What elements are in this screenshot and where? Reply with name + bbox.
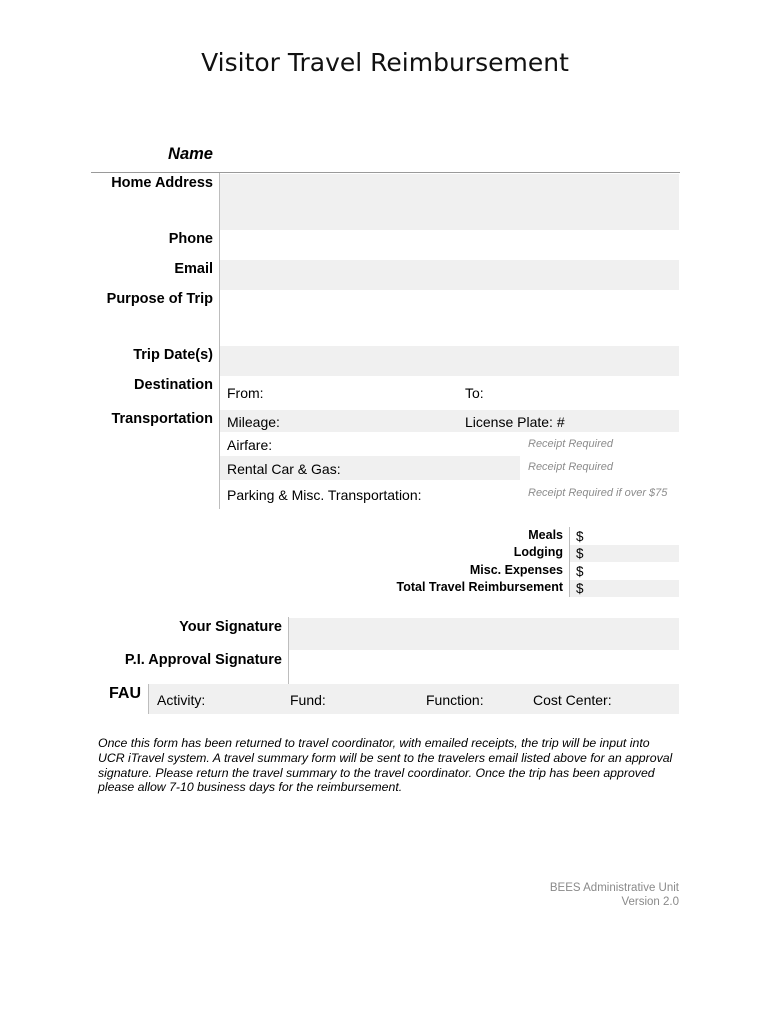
destination-to[interactable]: To:: [465, 385, 484, 401]
rental-note: Receipt Required: [528, 461, 613, 473]
misc-currency[interactable]: $: [576, 564, 584, 579]
total-field[interactable]: [570, 580, 679, 597]
your-signature-field[interactable]: [289, 618, 679, 650]
fau-cost-center[interactable]: Cost Center:: [533, 692, 612, 708]
fau-function[interactable]: Function:: [426, 692, 484, 708]
fau-fund[interactable]: Fund:: [290, 692, 326, 708]
destination-from[interactable]: From:: [227, 385, 264, 401]
pi-approval-label: P.I. Approval Signature: [124, 652, 282, 668]
fau-activity[interactable]: Activity:: [157, 692, 206, 708]
parking-label: Parking & Misc. Transportation:: [227, 487, 422, 503]
your-signature-label: Your Signature: [179, 619, 282, 635]
total-currency[interactable]: $: [576, 581, 584, 596]
trip-dates-label: Trip Date(s): [133, 347, 213, 363]
home-address-label: Home Address: [111, 175, 213, 191]
meals-label: Meals: [528, 528, 563, 542]
purpose-label: Purpose of Trip: [106, 291, 213, 307]
footer-version: Version 2.0: [621, 896, 679, 908]
instructions-paragraph: Once this form has been returned to travel coordinator, with emailed receipts, the trip will be input into UCR iTravel system. A travel summary form will be sent to the travelers email listed above for an approval signature. Please return the travel summary to the travel coordinator. Once the trip has been approved please allow 7-10 business days for the reimbursement.: [98, 736, 673, 795]
transportation-label: Transportation: [111, 411, 213, 427]
airfare-label: Airfare:: [227, 437, 273, 453]
misc-label: Misc. Expenses: [469, 563, 563, 577]
rental-label: Rental Car & Gas:: [227, 461, 341, 477]
trip-dates-field[interactable]: [220, 346, 679, 376]
purpose-field[interactable]: [220, 290, 679, 346]
mileage-label: Mileage:: [227, 414, 280, 430]
airfare-note: Receipt Required: [528, 438, 613, 450]
destination-label: Destination: [134, 377, 213, 393]
parking-note: Receipt Required if over $75: [528, 487, 668, 499]
home-address-field[interactable]: [220, 174, 679, 230]
mileage-row[interactable]: [220, 410, 679, 432]
lodging-label: Lodging: [513, 545, 563, 559]
meals-currency[interactable]: $: [576, 529, 584, 544]
email-field[interactable]: [220, 260, 679, 290]
name-label: Name: [168, 145, 213, 163]
name-underline: [91, 172, 680, 173]
license-plate-label: License Plate: #: [465, 414, 565, 430]
pi-approval-field[interactable]: [289, 650, 679, 683]
lodging-currency[interactable]: $: [576, 546, 584, 561]
footer-unit: BEES Administrative Unit: [549, 882, 679, 894]
lodging-field[interactable]: [570, 545, 679, 562]
fau-label: FAU: [109, 685, 141, 702]
email-label: Email: [174, 261, 213, 277]
phone-field[interactable]: [220, 230, 679, 260]
phone-label: Phone: [168, 231, 213, 247]
page-title: Visitor Travel Reimbursement: [201, 48, 569, 77]
total-label: Total Travel Reimbursement: [396, 580, 563, 594]
